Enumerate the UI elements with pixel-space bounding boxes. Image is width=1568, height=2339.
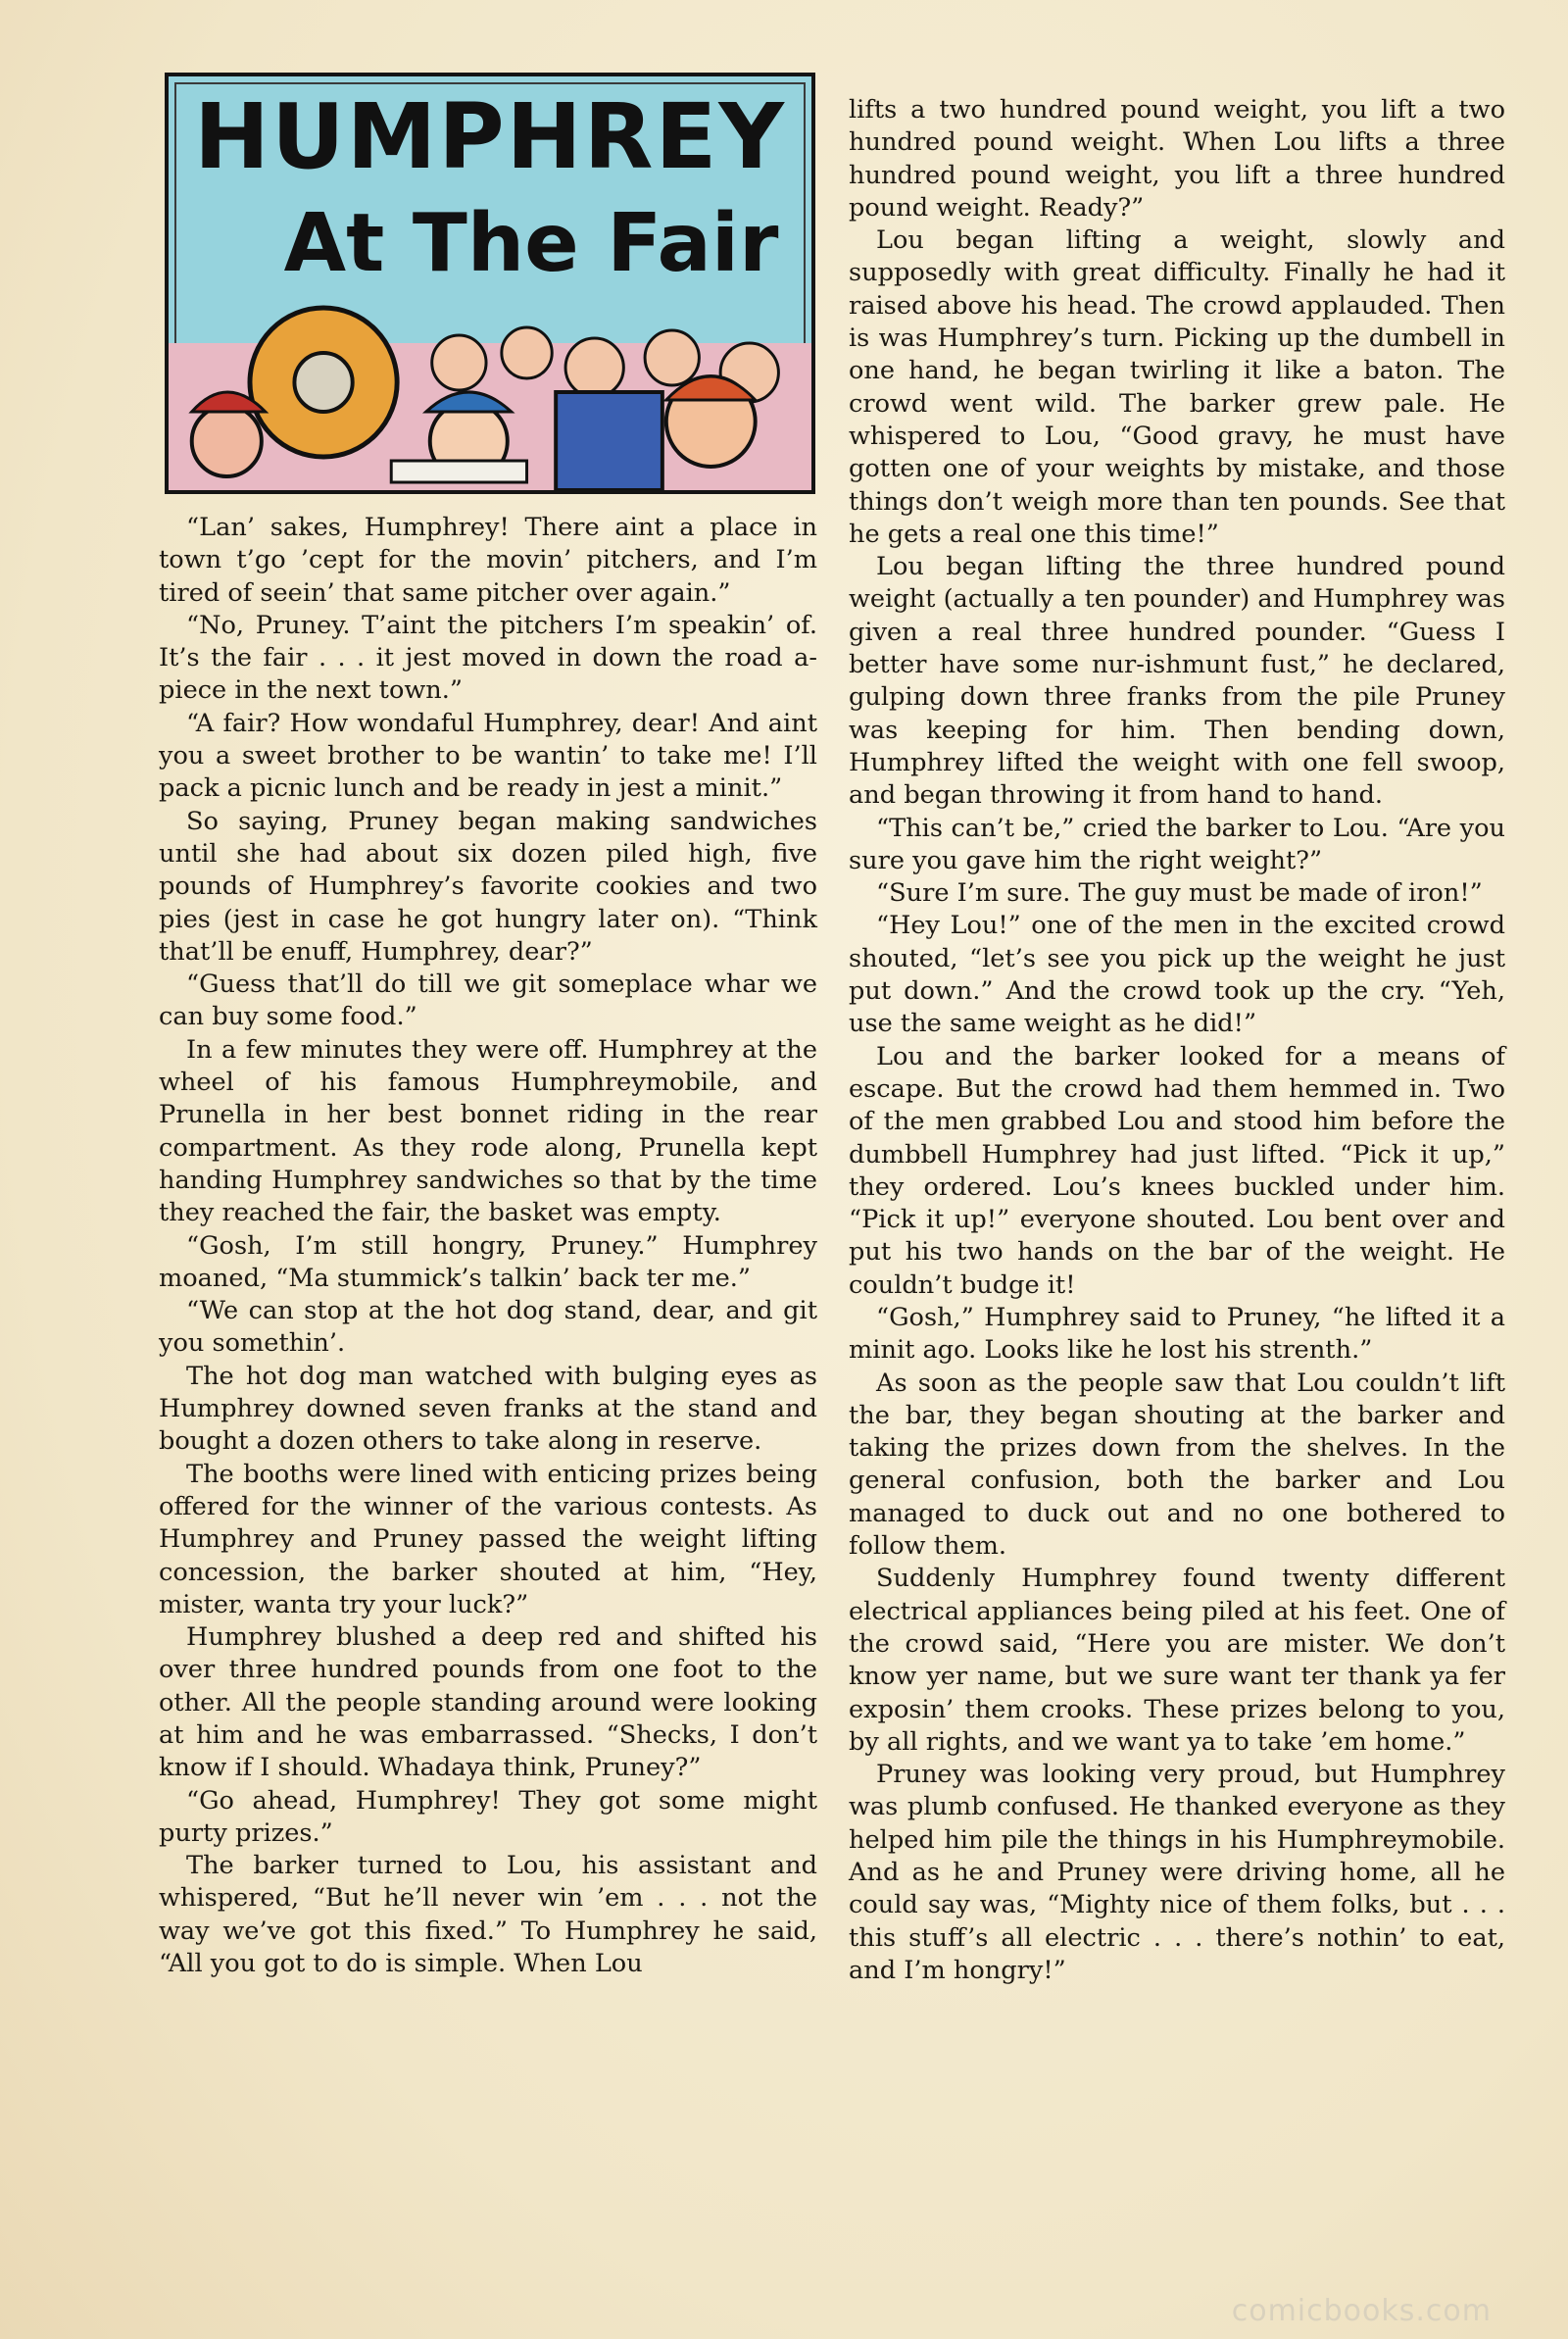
paragraph: The barker turned to Lou, his assistant and whispered, “But he’ll never win ’em . . . not the way we’ve got this fixed.” To Humphrey he said, “All you got to do is simple. When Lou (159, 1851, 817, 1979)
crowd-illustration (169, 274, 811, 490)
paragraph: Pruney was looking very proud, but Humphrey was plumb confused. He thanked everyone as they helped him pile the things in his Humphreymobile. And as he and Pruney were driving home, all he could say was, “Mighty nice of them folks, but . . . this stuff’s all electric . . . there’s nothin’ to eat, and I’m hongry!” (849, 1760, 1505, 1985)
story-title: HUMPHREY (194, 84, 786, 189)
left-column (159, 512, 817, 1980)
paragraph: “Sure I’m sure. The guy must be made of iron!” (876, 878, 1483, 909)
humphrey-jacket (556, 392, 662, 490)
crowd-face (432, 335, 486, 390)
crowd-face (565, 338, 623, 397)
paragraph: Humphrey blushed a deep red and shifted his over three hundred pounds from one foot to the other. All the people standing around were looking at him and he was embarrassed. “Shecks, I don’t know if I should. Whadaya think, Pruney?” (159, 1622, 817, 1783)
paragraph: As soon as the people saw that Lou couldn’t lift the bar, they began shouting at the barker and taking the prizes down from the shelves. In the general confusion, both the barker and Lou managed to duck out and no one bothered to follow them. (849, 1368, 1505, 1562)
barker-face (192, 406, 262, 476)
paragraph: “Hey Lou!” one of the men in the excited crowd shouted, “let’s see you pick up the weight he just put down.” And the crowd took up the cry. “Yeh, use the same weight as he did!” (849, 911, 1505, 1039)
paragraph: “This can’t be,” cried the barker to Lou. “Are you sure you gave him the right weight?” (849, 813, 1505, 875)
crowd-face (502, 327, 552, 378)
paragraph: “We can stop at the hot dog stand, dear, and git you somethin’. (159, 1296, 817, 1359)
weight-plate-hole (294, 353, 352, 412)
paragraph: “Gosh, I’m still hongry, Pruney.” Humphrey moaned, “Ma stummick’s talkin’ back ter me.” (159, 1230, 817, 1293)
paragraph: So saying, Pruney began making sandwiches until she had about six dozen piled high, five pounds of Humphrey’s favorite cookies and two pies (jest in case he got hungry later on). “Think that’ll be enuff, Humphrey, dear?” (159, 806, 817, 967)
paragraph: Lou and the barker looked for a means of escape. But the crowd had them hemmed in. Two of the men grabbed Lou and stood him before the dumbbell Humphrey had just lifted. “Pick it up,” they ordered. Lou’s knees buckled under him. “Pick it up!” everyone shouted. Lou bent over and put his two hands on the bar of the weight. He couldn’t budge it! (849, 1041, 1505, 1300)
story-subtitle: At The Fair (283, 197, 779, 290)
paragraph: In a few minutes they were off. Humphrey at the wheel of his famous Humphreymobile, and Prunella in her best bonnet riding in the rear compartment. As they rode along, Prunella kept handing Humphrey sandwiches so that by the time they reached the fair, the basket was empty. (159, 1034, 817, 1228)
watermark: comicbooks.com (1231, 2294, 1492, 2328)
right-column (849, 94, 1505, 1987)
paragraph: “Gosh,” Humphrey said to Pruney, “he lifted it a minit ago. Looks like he lost his strenth.” (849, 1302, 1505, 1366)
paragraph: Lou began lifting a weight, slowly and supposedly with great difficulty. Finally he had it raised above his head. The crowd applauded. Then is was Humphrey’s turn. Picking up the dumbell in one hand, he began twirling it like a baton. The crowd went wild. The barker grew pale. He whispered to Lou, “Good gravy, he must have gotten one of your weights by mistake, and those things don’t weigh more than ten pounds. See that he gets a real one this time!” (849, 225, 1505, 549)
title-panel (165, 73, 815, 494)
crowd-face (645, 330, 699, 385)
paragraph: “Go ahead, Humphrey! They got some might purty prizes.” (159, 1785, 817, 1848)
paragraph: Suddenly Humphrey found twenty different electrical appliances being piled at his feet. One of the crowd said, “Here you are mister. We don’t know yer name, but we sure want ter thank ya fer exposin’ them crooks. These prizes belong to you, by all rights, and we want ya to take ’em home.” (849, 1564, 1505, 1757)
paragraph: The hot dog man watched with bulging eyes as Humphrey downed seven franks at the stand and bought a dozen others to take along in reserve. (159, 1361, 817, 1457)
plate-of-franks (391, 461, 526, 482)
paragraph: Lou began lifting the three hundred pound weight (actually a ten pounder) and Humphrey was given a real three hundred pounder. “Guess I better have some nur-ishmunt fust,” he declared, gulping down three franks from the pile Pruney was keeping for him. Then bending down, Humphrey lifted the weight with one fell swoop, and began throwing it from hand to hand. (849, 552, 1505, 811)
paragraph: “Lan’ sakes, Humphrey! There aint a place in town t’go ’cept for the movin’ pitchers, and I’m tired of seein’ that same pitcher over again.” (159, 513, 817, 608)
paragraph: “Guess that’ll do till we git someplace whar we can buy some food.” (159, 970, 817, 1032)
paragraph: The booths were lined with enticing prizes being offered for the winner of the various contests. As Humphrey and Pruney passed the weight lifting concession, the barker shouted at him, “Hey, mister, wanta try your luck?” (159, 1459, 817, 1619)
paragraph: lifts a two hundred pound weight, you lift a two hundred pound weight. When Lou lifts a three hundred pound weight, you lift a three hundred pound weight. Ready?” (849, 95, 1505, 223)
paragraph: “A fair? How wondaful Humphrey, dear! And aint you a sweet brother to be wantin’ to take me! I’ll pack a picnic lunch and be ready in jest a minit.” (159, 708, 817, 804)
paragraph: “No, Pruney. T’aint the pitchers I’m speakin’ of. It’s the fair . . . it jest moved in down the road a-piece in the next town.” (159, 610, 817, 706)
